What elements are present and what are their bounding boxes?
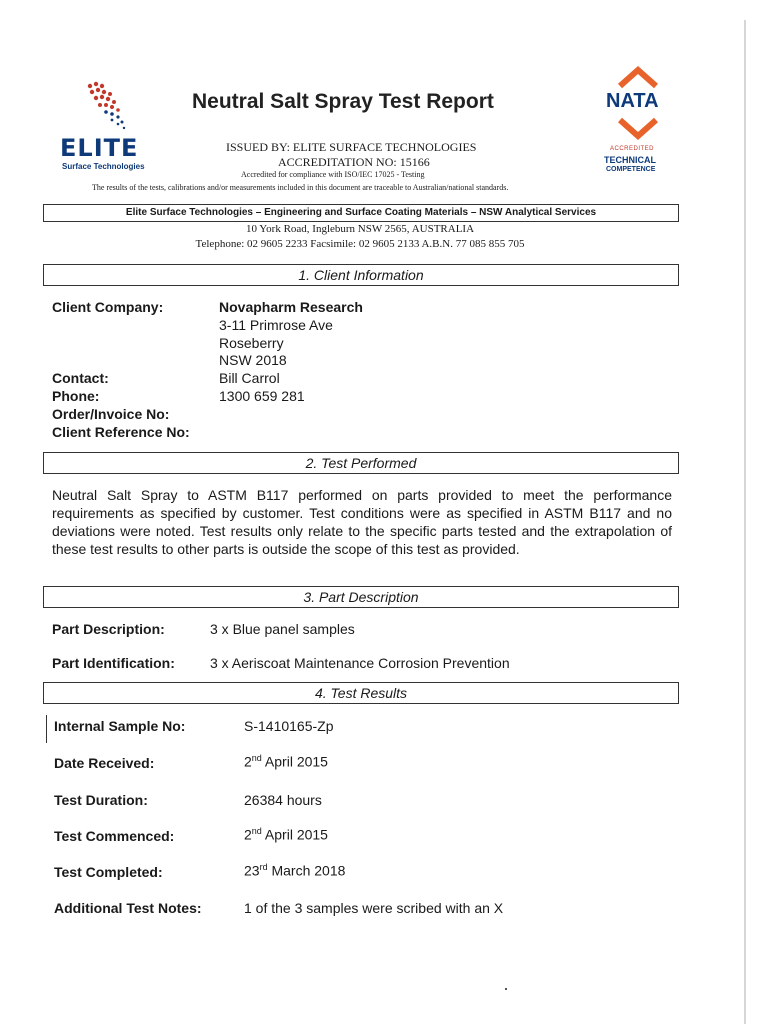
elite-logo-word: ELITE bbox=[60, 134, 139, 162]
contact-value: Bill Carrol bbox=[219, 370, 280, 386]
part-identification-value: 3 x Aeriscoat Maintenance Corrosion Prevention bbox=[210, 655, 510, 671]
test-commenced-label: Test Commenced: bbox=[54, 828, 175, 844]
elite-logo bbox=[58, 78, 154, 174]
sample-number-label: Internal Sample No: bbox=[54, 718, 186, 734]
nata-top-chevron-icon bbox=[614, 66, 662, 90]
test-commenced-value: 2nd April 2015 bbox=[244, 826, 328, 843]
part-identification-label: Part Identification: bbox=[52, 655, 175, 671]
organisation-address: 10 York Road, Ingleburn NSW 2565, AUSTRALIA bbox=[245, 223, 475, 235]
phone-value: 1300 659 281 bbox=[219, 388, 305, 404]
client-company: Novapharm Research bbox=[219, 299, 363, 315]
organisation-contact: Telephone: 02 9605 2233 Facsimile: 02 9605 2133 A.B.N. 77 085 855 705 bbox=[195, 238, 525, 250]
additional-notes-value: 1 of the 3 samples were scribed with an X bbox=[244, 900, 504, 916]
section-header-client: 1. Client Information bbox=[43, 264, 679, 286]
part-description-value: 3 x Blue panel samples bbox=[210, 621, 355, 637]
date-received-label: Date Received: bbox=[54, 755, 155, 771]
compliance-statement: Accredited for compliance with ISO/IEC 17025 - Testing bbox=[241, 170, 425, 179]
margin-mark bbox=[46, 715, 47, 743]
elite-dot-mark-icon bbox=[76, 78, 132, 134]
client-address-line3: NSW 2018 bbox=[219, 352, 287, 368]
nata-technical-text: TECHNICAL bbox=[604, 155, 656, 165]
client-address-line1: 3-11 Primrose Ave bbox=[219, 317, 333, 333]
test-duration-value: 26384 hours bbox=[244, 792, 322, 808]
page-edge bbox=[744, 20, 746, 1024]
issued-by: ISSUED BY: ELITE SURFACE TECHNOLOGIES bbox=[226, 140, 477, 154]
date-received-value: 2nd April 2015 bbox=[244, 753, 328, 770]
section-header-part: 3. Part Description bbox=[43, 586, 679, 608]
nata-competence-text: COMPETENCE bbox=[606, 166, 656, 173]
client-company-label: Client Company: bbox=[52, 299, 164, 315]
nata-bottom-chevron-icon bbox=[614, 116, 662, 142]
report-title: Neutral Salt Spray Test Report bbox=[192, 90, 494, 113]
sample-number-value: S-1410165-Zp bbox=[244, 718, 334, 734]
part-description-label: Part Description: bbox=[52, 621, 165, 637]
scan-speck bbox=[505, 988, 507, 990]
organisation-banner: Elite Surface Technologies – Engineering and Surface Coating Materials – NSW Analytical Services bbox=[43, 204, 679, 222]
order-invoice-label: Order/Invoice No: bbox=[52, 406, 170, 422]
accreditation-number: ACCREDITATION NO: 15166 bbox=[278, 155, 430, 169]
nata-logo-word: NATA bbox=[606, 90, 659, 112]
traceability-statement: The results of the tests, calibrations and/or measurements included in this document are traceable to Australian/national standards. bbox=[92, 183, 509, 192]
test-duration-label: Test Duration: bbox=[54, 792, 148, 808]
test-performed-text: Neutral Salt Spray to ASTM B117 performed on parts provided to meet the performance requirements as specified by customer. Test conditions were as specified in ASTM B117 and no deviations were noted. Test results only relate to the specific parts tested and the extrapolation of these test results to other parts is outside the scope of this test as provided. bbox=[52, 487, 672, 557]
client-reference-label: Client Reference No: bbox=[52, 424, 190, 440]
elite-logo-subtitle: Surface Technologies bbox=[62, 162, 145, 171]
phone-label: Phone: bbox=[52, 388, 100, 404]
contact-label: Contact: bbox=[52, 370, 109, 386]
nata-accredited-text: ACCREDITED bbox=[610, 146, 655, 152]
additional-notes-label: Additional Test Notes: bbox=[54, 900, 202, 916]
client-address-line2: Roseberry bbox=[219, 335, 284, 351]
section-header-test: 2. Test Performed bbox=[43, 452, 679, 474]
section-header-results: 4. Test Results bbox=[43, 682, 679, 704]
test-completed-value: 23rd March 2018 bbox=[244, 862, 346, 879]
nata-logo bbox=[600, 66, 676, 176]
test-completed-label: Test Completed: bbox=[54, 864, 163, 880]
